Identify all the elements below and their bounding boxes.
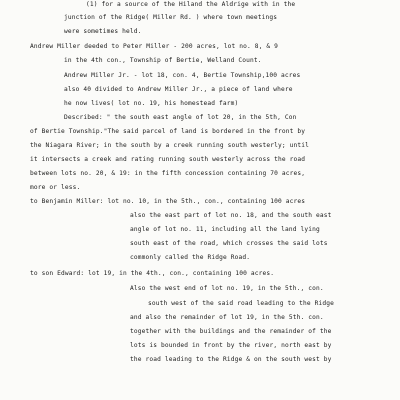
text-line: commonly called the Ridge Road.: [130, 254, 251, 261]
text-line: Andrew Miller deeded to Peter Miller - 200 acres, lot no. 8, & 9: [30, 43, 279, 50]
text-line: also the east part of lot no. 18, and the south east: [130, 212, 332, 219]
text-line: angle of lot no. 11, including all the land lying: [130, 226, 320, 233]
text-line: were sometimes held.: [64, 28, 142, 35]
text-line: between lots no. 20, & 19: in the fifth concession containing 70 acres,: [30, 170, 306, 177]
text-line: Also the west end of lot no. 19, in the 5th., con.: [130, 285, 324, 292]
text-line: in the 4th con., Township of Bertie, Welland Count.: [64, 57, 262, 64]
text-line: south east of the road, which crosses the said lots: [130, 240, 328, 247]
text-line: and also the remainder of lot 19, in the 5th. con.: [130, 314, 324, 321]
text-line: lots is bounded in front by the river, north east by: [130, 342, 332, 349]
text-line: he now lives( lot no. 19, his homestead farm): [64, 100, 239, 107]
text-line: south west of the said road leading to the Ridge: [148, 300, 335, 307]
text-line: junction of the Ridge( Miller Rd. ) where town meetings: [64, 14, 278, 21]
text-line: (1) for a source of the Hiland the Aldrige with in the: [86, 1, 296, 8]
text-line: Andrew Miller Jr. - lot 18, con. 4, Bertie Township,100 acres: [64, 72, 301, 79]
text-line: together with the buildings and the remainder of the: [130, 328, 332, 335]
text-line: of Bertie Township."The said parcel of land is bordered in the front by: [30, 128, 306, 135]
text-line: it intersects a creek and rating running south westerly across the road: [30, 156, 306, 163]
text-line: the Niagara River; in the south by a creek running south westerly; until: [30, 142, 310, 149]
text-line: also 40 divided to Andrew Miller Jr., a piece of land where: [64, 86, 293, 93]
text-line: to Benjamin Miller: lot no. 10, in the 5th., con., containing 100 acres: [30, 198, 306, 205]
text-line: Described: " the south east angle of lot 20, in the 5th, Con: [64, 114, 297, 121]
text-line: more or less.: [30, 184, 81, 191]
text-line: the road leading to the Ridge & on the south west by: [130, 356, 332, 363]
text-line: to son Edward: lot 19, in the 4th., con., containing 100 acres.: [30, 270, 275, 277]
